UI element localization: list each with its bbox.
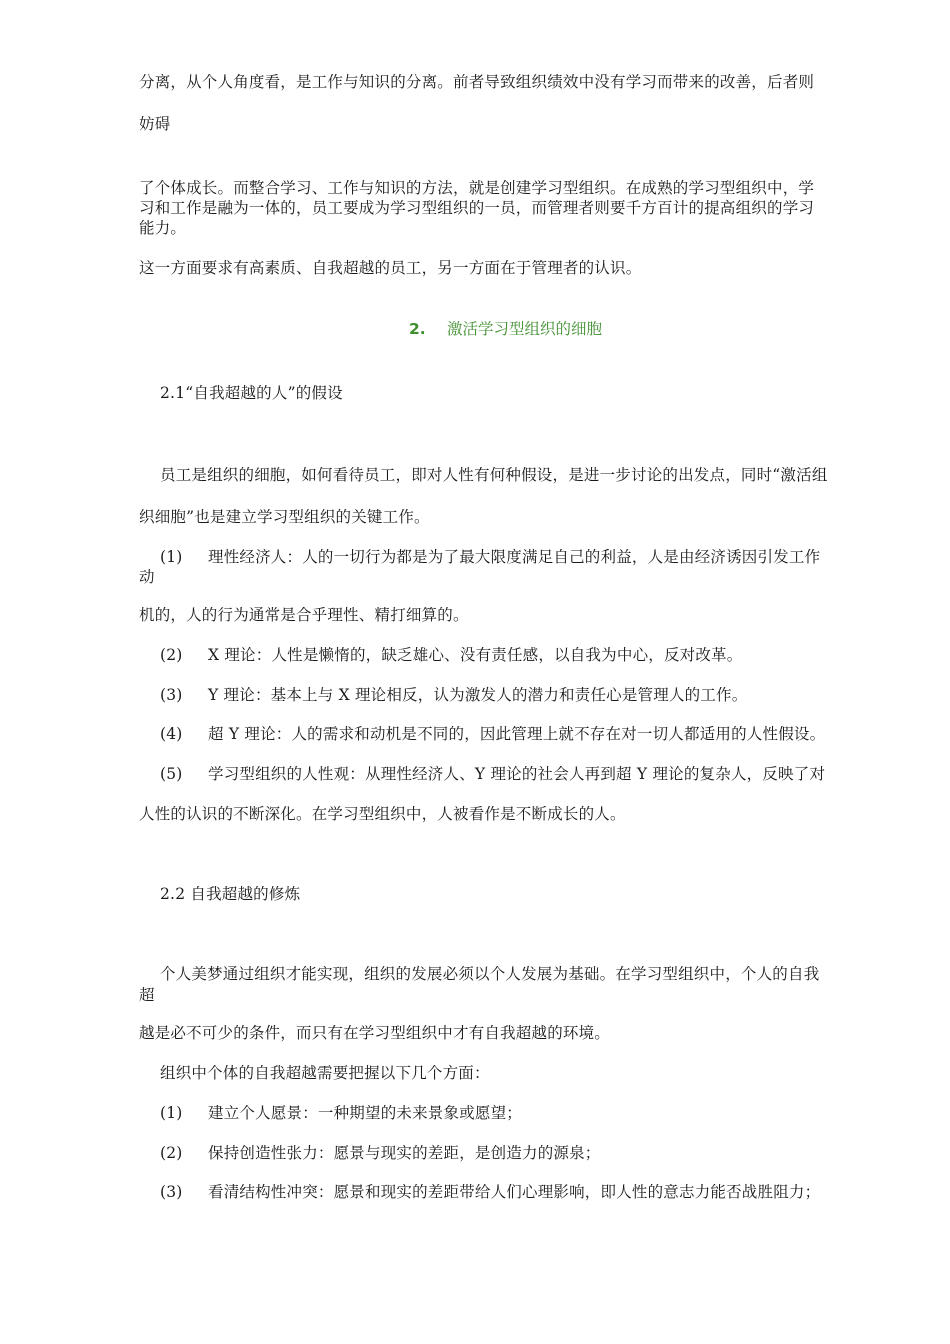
list-item bbox=[160, 547, 820, 567]
paragraph-line: 妨碍 bbox=[139, 115, 171, 133]
paragraph-line: 越是必不可少的条件，而只有在学习型组织中才有自我超越的环境。 bbox=[139, 1024, 611, 1042]
list-number: (2) bbox=[160, 646, 183, 664]
list-text: Y 理论：基本上与 X 理论相反，认为激发人的潜力和责任心是管理人的工作。 bbox=[208, 686, 748, 704]
paragraph-line: 了个体成长。而整合学习、工作与知识的方法，就是创建学习型组织。在成熟的学习型组织中，学 bbox=[139, 179, 815, 197]
list-number: (5) bbox=[160, 765, 183, 783]
list-item bbox=[160, 764, 825, 784]
paragraph-line: 员工是组织的细胞，如何看待员工，即对人性有何种假设，是进一步讨论的出发点，同时“激活组 bbox=[160, 466, 828, 484]
list-text: 保持创造性张力：愿景与现实的差距，是创造力的源泉； bbox=[208, 1144, 601, 1162]
list-text: 看清结构性冲突：愿景和现实的差距带给人们心理影响，即人性的意志力能否战胜阻力； bbox=[208, 1183, 821, 1201]
list-number: (1) bbox=[160, 548, 183, 566]
list-number: (1) bbox=[160, 1104, 183, 1122]
list-number: (3) bbox=[160, 686, 183, 704]
list-number: (3) bbox=[160, 1183, 183, 1201]
paragraph-line: 个人美梦通过组织才能实现，组织的发展必须以个人发展为基础。在学习型组织中，个人的自我 bbox=[160, 965, 820, 983]
list-item bbox=[160, 685, 747, 705]
section-title: 激活学习型组织的细胞 bbox=[447, 320, 603, 338]
paragraph-line: 分离，从个人角度看，是工作与知识的分离。前者导致组织绩效中没有学习而带来的改善，后者则 bbox=[139, 73, 815, 91]
list-text: 学习型组织的人性观：从理性经济人、Y 理论的社会人再到超 Y 理论的复杂人，反映了对 bbox=[208, 765, 826, 783]
list-item bbox=[160, 1103, 522, 1123]
paragraph-line: 机的，人的行为通常是合乎理性、精打细算的。 bbox=[139, 606, 469, 624]
section-number: 2. bbox=[409, 320, 426, 338]
section-heading bbox=[409, 319, 602, 339]
paragraph-line: 能力。 bbox=[139, 219, 187, 237]
paragraph-line: 组织中个体的自我超越需要把握以下几个方面： bbox=[160, 1064, 490, 1082]
list-number: (2) bbox=[160, 1144, 183, 1162]
subsection-heading: 2.2 自我超越的修炼 bbox=[160, 885, 301, 903]
paragraph-line: 动 bbox=[139, 568, 155, 586]
paragraph-line: 习和工作是融为一体的，员工要成为学习型组织的一员，而管理者则要千方百计的提高组织的学习 bbox=[139, 199, 815, 217]
paragraph-line: 超 bbox=[139, 986, 155, 1004]
subsection-heading: 2.1“自我超越的人”的假设 bbox=[160, 384, 343, 402]
paragraph-line: 人性的认识的不断深化。在学习型组织中，人被看作是不断成长的人。 bbox=[139, 805, 626, 823]
paragraph-line: 织细胞”也是建立学习型组织的关键工作。 bbox=[139, 508, 430, 526]
list-number: (4) bbox=[160, 725, 183, 743]
list-item bbox=[160, 645, 742, 665]
list-item bbox=[160, 1143, 601, 1163]
paragraph-line: 这一方面要求有高素质、自我超越的员工，另一方面在于管理者的认识。 bbox=[139, 259, 642, 277]
list-item bbox=[160, 724, 825, 744]
list-item bbox=[160, 1182, 820, 1202]
list-text: X 理论：人性是懒惰的，缺乏雄心、没有责任感，以自我为中心，反对改革。 bbox=[208, 646, 743, 664]
list-text: 建立个人愿景：一种期望的未来景象或愿望； bbox=[208, 1104, 523, 1122]
list-text: 理性经济人：人的一切行为都是为了最大限度满足自己的利益，人是由经济诱因引发工作 bbox=[208, 548, 821, 566]
list-text: 超 Y 理论：人的需求和动机是不同的，因此管理上就不存在对一切人都适用的人性假设。 bbox=[208, 725, 826, 743]
